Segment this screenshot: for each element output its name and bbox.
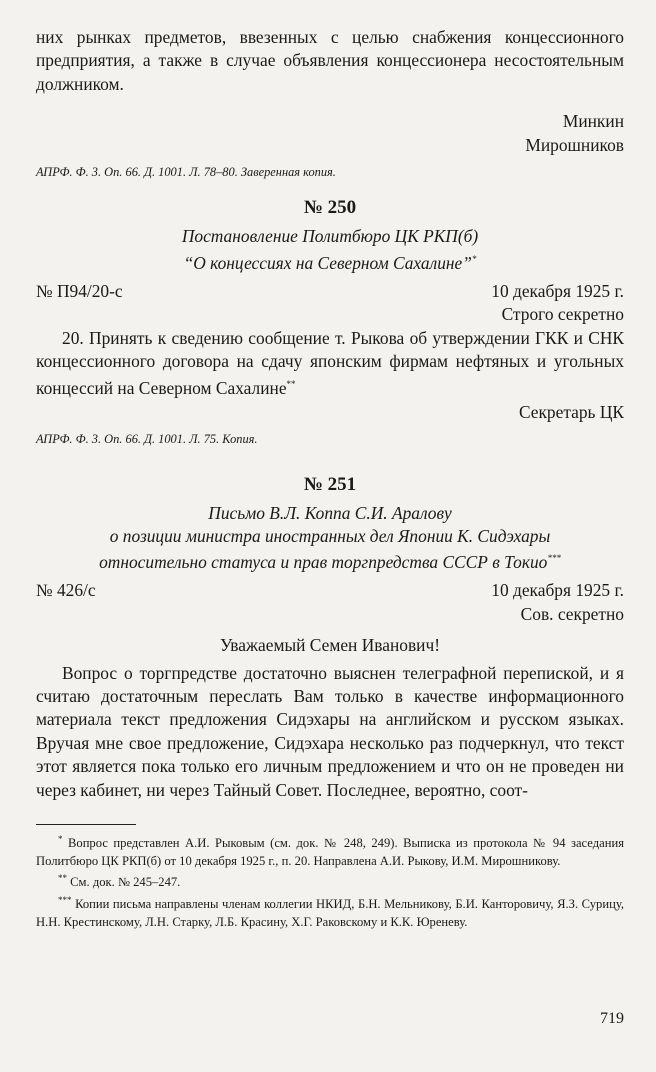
doc-251-classification: Сов. секретно <box>520 603 624 624</box>
doc-251-date: 10 декабря 1925 г. <box>491 580 624 601</box>
doc-250-body: 20. Принять к сведению сообщение т. Рыкова об утверждении ГКК и СНК концессионного договора на сдачу японским фирмам нефтяных и угольных концессий на Северном Сахалине** <box>36 327 624 399</box>
doc-250-title-line2: “О концессиях на Северном Сахалине”* <box>183 252 477 273</box>
doc-250-date: 10 декабря 1925 г. <box>491 280 624 301</box>
doc-250-ref-row <box>36 280 624 303</box>
signature-miroshnikov: Мирошников <box>525 134 624 155</box>
footnote-mark: *** <box>547 553 561 564</box>
footnote-mark: ** <box>286 379 296 390</box>
doc-251-ref: № 426/с <box>36 580 96 601</box>
doc-251-ref-row <box>36 579 624 602</box>
footnote-2: ** См. док. № 245–247. <box>58 873 181 890</box>
footnote-3: *** Копии письма направлены членам коллегии НКИД, Б.Н. Мельникову, Б.И. Канторовичу, Я.З. Сурицу, Н.Н. Крестинскому, Л.Н. Старку, Л.Б. Красину, Х.Г. Раковскому и К.К. Юреневу. <box>36 895 624 929</box>
doc-250-number: № 250 <box>303 197 357 219</box>
document-page <box>36 26 624 932</box>
doc-250-ref: № П94/20-с <box>36 280 123 301</box>
archive-source-2: АПРФ. Ф. 3. Оп. 66. Д. 1001. Л. 75. Копия. <box>36 432 258 447</box>
archive-source-1: АПРФ. Ф. 3. Оп. 66. Д. 1001. Л. 78–80. Заверенная копия. <box>36 165 336 180</box>
doc-251-title-line3: относительно статуса и прав торгпредства СССР в Токио*** <box>99 551 561 572</box>
continuation-paragraph: них рынках предметов, ввезенных с целью снабжения концессионного предприятия, а также в случае объявления концессионера несостоятельным должником. <box>36 27 624 94</box>
footnote-divider <box>36 824 136 825</box>
doc-250-title-line1: Постановление Политбюро ЦК РКП(б) <box>181 226 479 247</box>
doc-250-signature: Секретарь ЦК <box>518 401 624 422</box>
doc-250-classification: Строго секретно <box>501 304 624 325</box>
footnote-1: * Вопрос представлен А.И. Рыковым (см. док. № 248, 249). Выписка из протокола № 94 заседания Политбюро ЦК РКП(б) от 10 декабря 1925 г., п. 20. Направлена А.И. Рыкову, И.М. Мирошникову. <box>36 834 624 868</box>
doc-251-number: № 251 <box>303 474 357 496</box>
doc-251-title-line1: Письмо В.Л. Коппа С.И. Аралову <box>208 503 452 524</box>
page-number: 719 <box>600 1010 624 1027</box>
signature-minkin: Минкин <box>562 111 624 132</box>
doc-251-title-line2: о позиции министра иностранных дел Японии К. Сидэхары <box>109 525 551 546</box>
doc-251-salutation: Уважаемый Семен Иванович! <box>219 635 441 656</box>
footnote-mark: * <box>471 253 477 264</box>
doc-251-body: Вопрос о торгпредстве достаточно выяснен телеграфной перепиской, и я считаю достаточным переслать Вам только в качестве информационного материала текст предложения Сидэхары на английском и русском языках. Вручая мне свое предложение, Сидэхара несколько раз подчеркнул, что текст этот является пока только его личным предложением и что он не проведен ни через кабинет, ни через Тайный Совет. Последнее, вероятно, соот- <box>36 662 624 800</box>
